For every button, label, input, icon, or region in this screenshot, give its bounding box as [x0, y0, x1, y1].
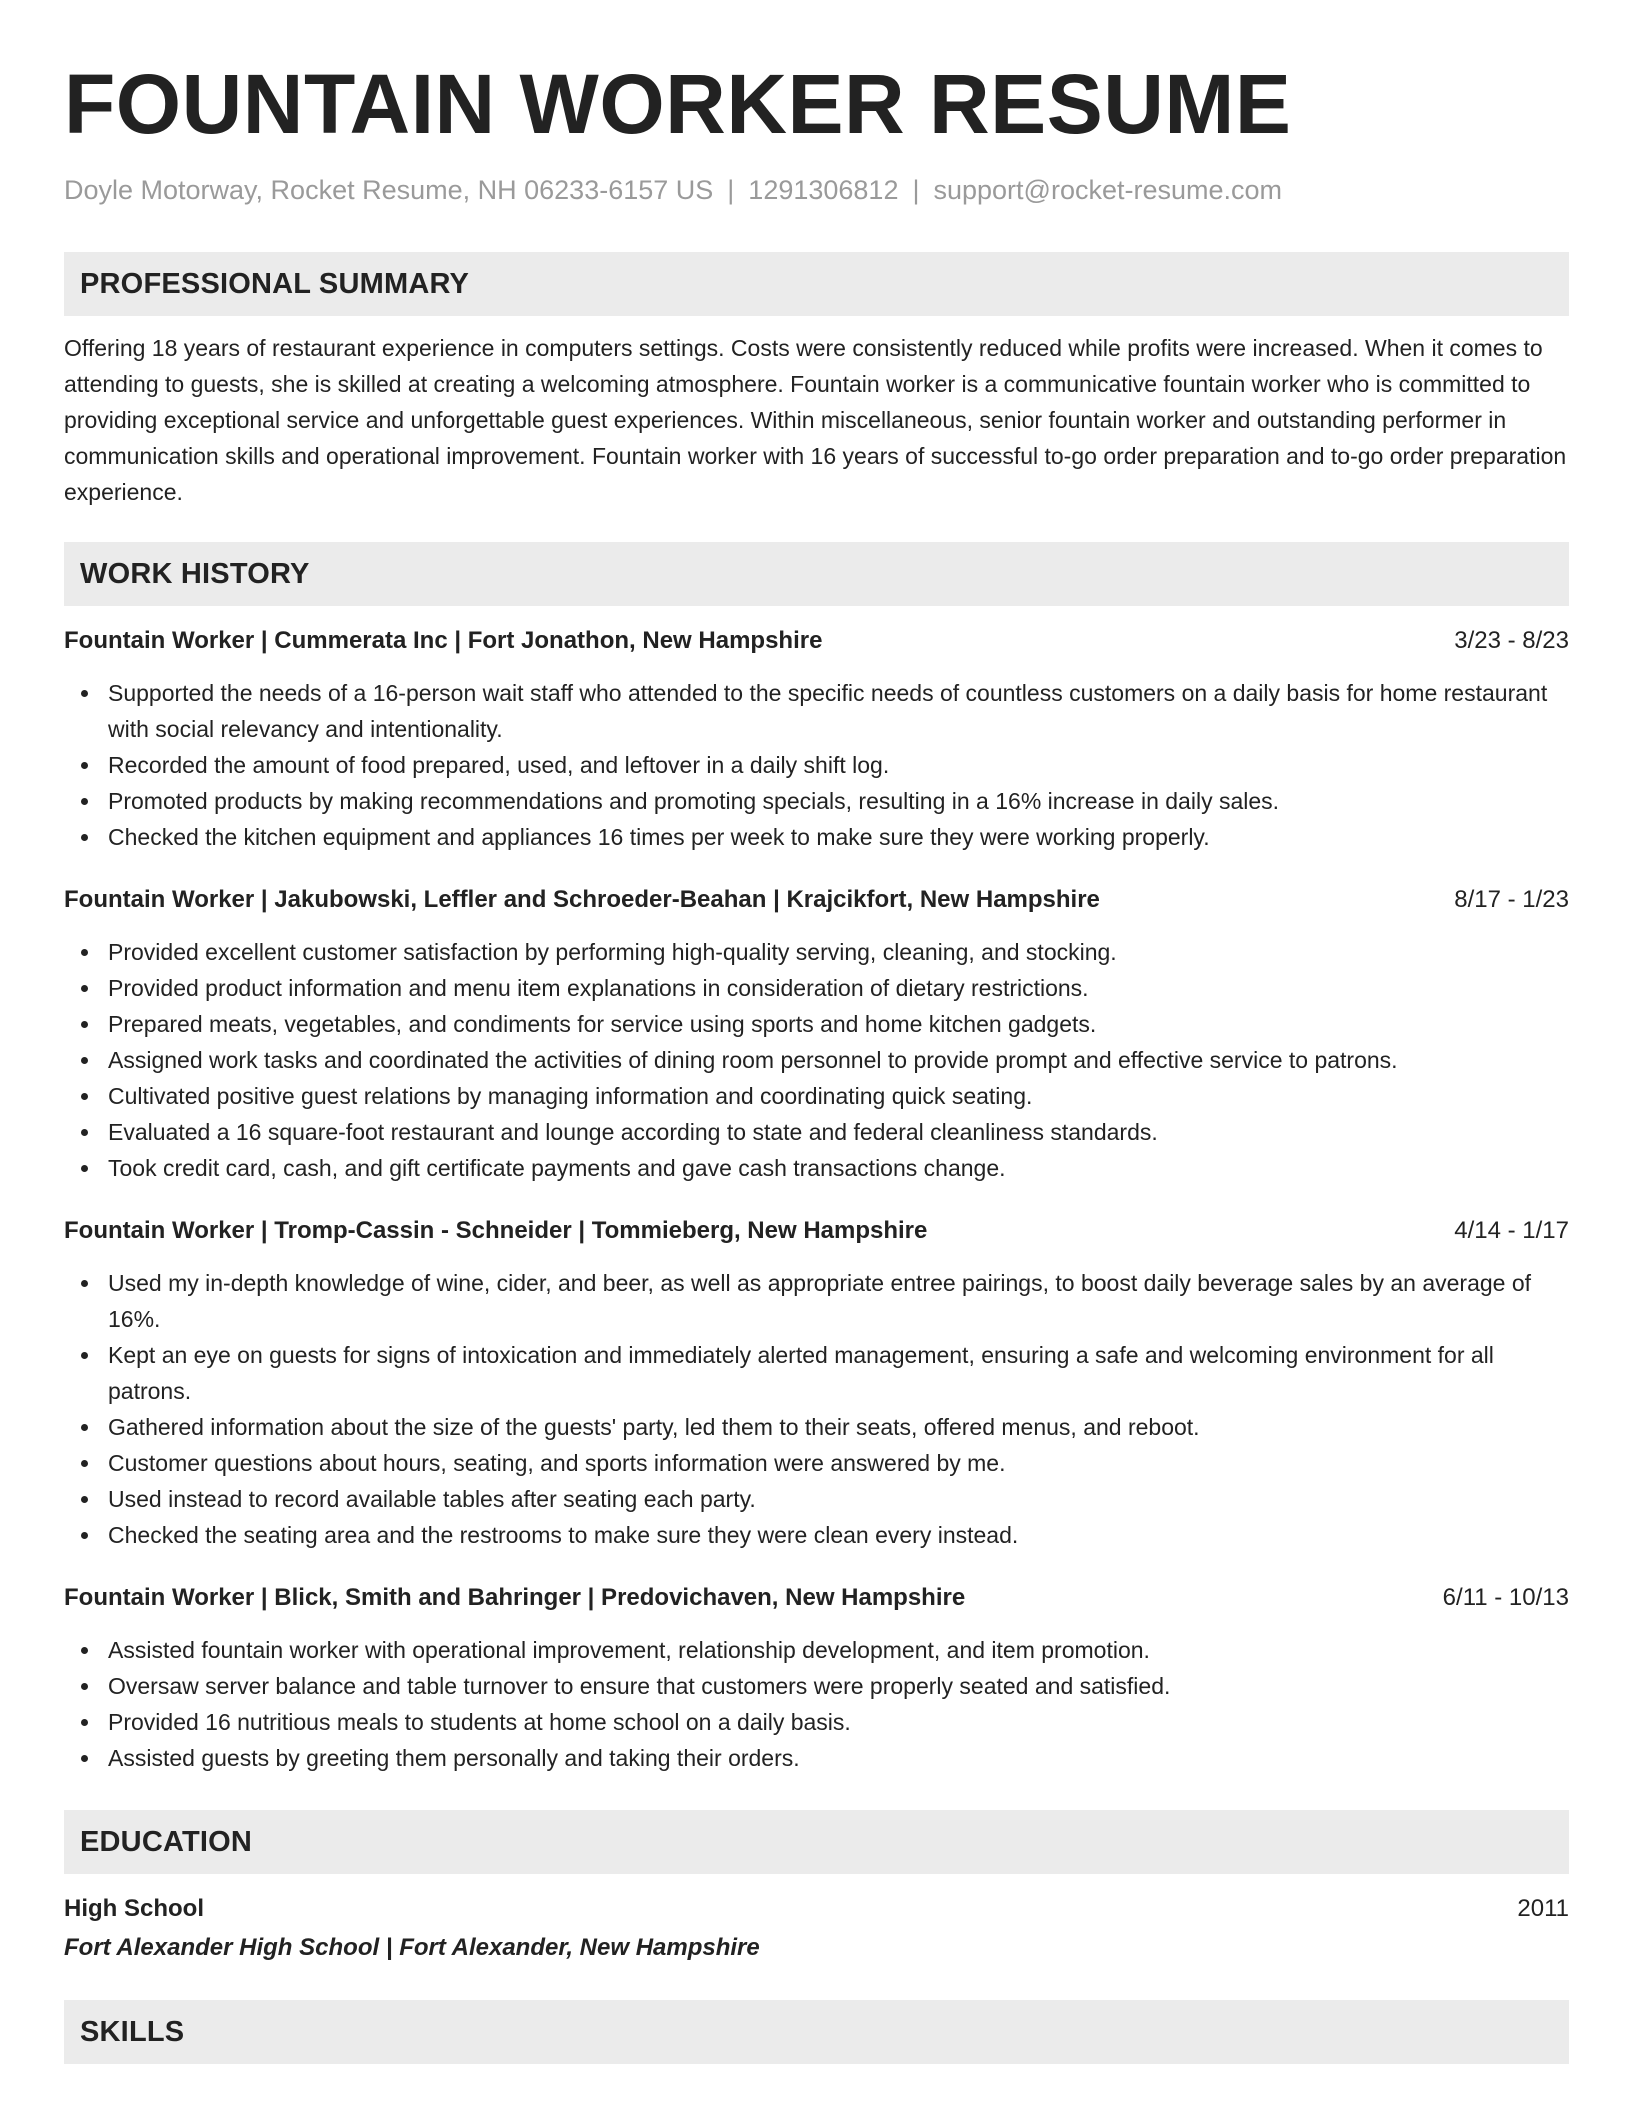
job-entry: [64, 624, 1569, 855]
education-year: 2011: [1517, 1895, 1569, 1922]
job-bullet: Checked the seating area and the restrooms to make sure they were clean every instead.: [64, 1517, 1569, 1553]
contact-email: support@rocket-resume.com: [933, 175, 1283, 205]
job-bullet: Assisted guests by greeting them personally and taking their orders.: [64, 1740, 1569, 1776]
job-dates: 3/23 - 8/23: [1454, 627, 1569, 654]
job-bullet-list: [64, 1632, 1569, 1776]
summary-text: Offering 18 years of restaurant experience in computers settings. Costs were consistently reduced while profits were increased. When it comes to attending to guests, she is skilled at creating a welcoming atmosphere. Fountain worker is a communicative fountain worker who is committed to providing exceptional service and unforgettable guest experiences. Within miscellaneous, senior fountain worker and outstanding performer in communication skills and operational improvement. Fountain worker with 16 years of successful to-go order preparation and to-go order preparation experience.: [64, 335, 1567, 505]
job-bullet: Prepared meats, vegetables, and condiments for service using sports and home kitchen gadgets.: [64, 1006, 1569, 1042]
work-history-list: [64, 624, 1569, 1776]
contact-separator: |: [912, 175, 920, 205]
education-degree: High School: [64, 1895, 204, 1922]
job-title: Fountain Worker | Blick, Smith and Bahringer | Predovichaven, New Hampshire: [64, 1584, 966, 1611]
job-header: [64, 624, 1569, 658]
job-bullet-list: [64, 934, 1569, 1186]
contact-phone: 1291306812: [748, 175, 899, 205]
job-bullet: Oversaw server balance and table turnover to ensure that customers were properly seated and satisfied.: [64, 1668, 1569, 1704]
job-entry: [64, 1581, 1569, 1776]
job-bullet: Evaluated a 16 square-foot restaurant and lounge according to state and federal cleanliness standards.: [64, 1114, 1569, 1150]
job-header: [64, 1214, 1569, 1248]
job-bullet: Customer questions about hours, seating, and sports information were answered by me.: [64, 1445, 1569, 1481]
job-title: Fountain Worker | Jakubowski, Leffler and Schroeder-Beahan | Krajcikfort, New Hampshire: [64, 886, 1100, 913]
education-row: [64, 1892, 1569, 1926]
job-bullet: Cultivated positive guest relations by managing information and coordinating quick seating.: [64, 1078, 1569, 1114]
education-school: Fort Alexander High School | Fort Alexander, New Hampshire: [64, 1934, 760, 1961]
job-entry: [64, 883, 1569, 1186]
job-dates: 6/11 - 10/13: [1442, 1584, 1569, 1611]
job-bullet: Provided product information and menu item explanations in consideration of dietary restrictions.: [64, 970, 1569, 1006]
job-bullet: Promoted products by making recommendations and promoting specials, resulting in a 16% increase in daily sales.: [64, 783, 1569, 819]
job-bullet: Used instead to record available tables after seating each party.: [64, 1481, 1569, 1517]
resume-page: [64, 56, 1569, 2064]
summary-heading: PROFESSIONAL SUMMARY: [64, 252, 1569, 316]
education-heading: EDUCATION: [64, 1810, 1569, 1874]
job-bullet: Used my in-depth knowledge of wine, cider, and beer, as well as appropriate entree pairings, to boost daily beverage sales by an average of 16%.: [64, 1265, 1569, 1337]
job-header: [64, 883, 1569, 917]
job-bullet: Assisted fountain worker with operational improvement, relationship development, and item promotion.: [64, 1632, 1569, 1668]
skills-heading: SKILLS: [64, 2000, 1569, 2064]
contact-line: [64, 172, 1569, 208]
job-bullet: Recorded the amount of food prepared, used, and leftover in a daily shift log.: [64, 747, 1569, 783]
contact-address: Doyle Motorway, Rocket Resume, NH 06233-6157 US: [64, 175, 714, 205]
job-bullet: Supported the needs of a 16-person wait staff who attended to the specific needs of countless customers on a daily basis for home restaurant with social relevancy and intentionality.: [64, 675, 1569, 747]
job-bullet: Took credit card, cash, and gift certificate payments and gave cash transactions change.: [64, 1150, 1569, 1186]
job-bullet: Checked the kitchen equipment and appliances 16 times per week to make sure they were working properly.: [64, 819, 1569, 855]
contact-separator: |: [727, 175, 735, 205]
job-bullet-list: [64, 1265, 1569, 1553]
job-title: Fountain Worker | Tromp-Cassin - Schneider | Tommieberg, New Hampshire: [64, 1217, 928, 1244]
job-bullet: Assigned work tasks and coordinated the activities of dining room personnel to provide prompt and effective service to patrons.: [64, 1042, 1569, 1078]
job-bullet: Gathered information about the size of the guests' party, led them to their seats, offered menus, and reboot.: [64, 1409, 1569, 1445]
resume-title: FOUNTAIN WORKER RESUME: [64, 57, 1292, 151]
job-header: [64, 1581, 1569, 1615]
job-bullet: Kept an eye on guests for signs of intoxication and immediately alerted management, ensuring a safe and welcoming environment for all patrons.: [64, 1337, 1569, 1409]
job-bullet-list: [64, 675, 1569, 855]
job-bullet: Provided 16 nutritious meals to students at home school on a daily basis.: [64, 1704, 1569, 1740]
job-dates: 8/17 - 1/23: [1454, 886, 1569, 913]
job-dates: 4/14 - 1/17: [1454, 1217, 1569, 1244]
job-bullet: Provided excellent customer satisfaction by performing high-quality serving, cleaning, and stocking.: [64, 934, 1569, 970]
work-history-heading: WORK HISTORY: [64, 542, 1569, 606]
job-title: Fountain Worker | Cummerata Inc | Fort Jonathon, New Hampshire: [64, 627, 823, 654]
job-entry: [64, 1214, 1569, 1553]
